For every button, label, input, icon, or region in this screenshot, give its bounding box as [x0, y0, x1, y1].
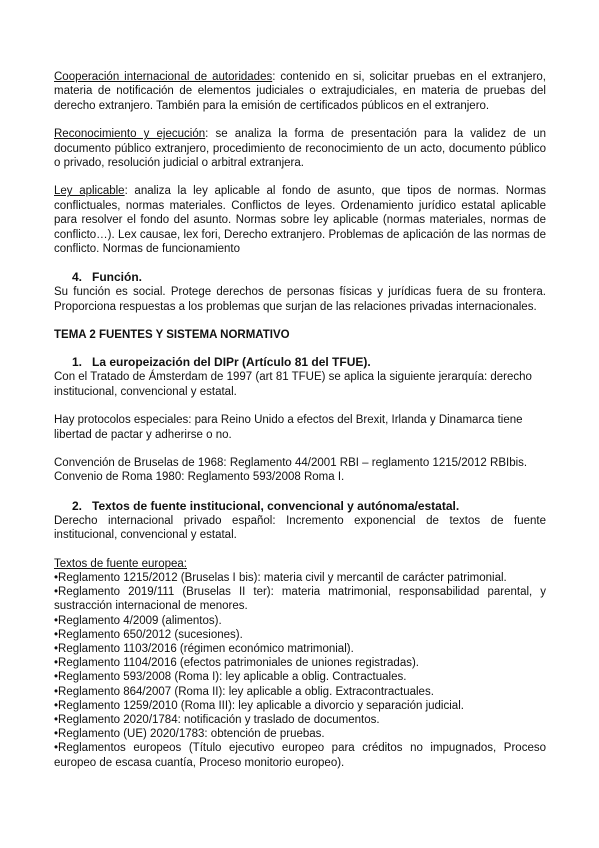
list-item: •Reglamento 1104/2016 (efectos patrimoniales de uniones registradas).	[54, 657, 420, 670]
paragraph-protocolos: Hay protocolos especiales: para Reino Unido a efectos del Brexit, Irlanda y Dinamarca tiene libertad de pactar y adherirse o no.	[54, 414, 523, 441]
list-item: •Reglamento 1103/2016 (régimen económico matrimonial).	[54, 642, 354, 655]
list-item: •Reglamento 4/2009 (alimentos).	[54, 614, 222, 627]
list-item: •Reglamento 2019/111 (Bruselas II ter): materia matrimonial, responsabilidad parental, y sustracción internacional de menores.	[54, 586, 546, 613]
reglamentos-list	[54, 571, 546, 770]
term-cooperacion: Cooperación internacional de autoridades	[54, 71, 273, 83]
paragraph-ley-aplicable	[54, 184, 546, 256]
paragraph-derecho-espanol: Derecho internacional privado español: Incremento exponencial de textos de fuente institucional, convencional y estatal.	[54, 514, 546, 542]
text-reconocimiento: : se analiza la forma de presentación para la validez de un documento público extranjero, procedimiento de reconocimiento de un acto, documento público o privado, resolución judicial o arbitral extranjera.	[54, 128, 546, 170]
heading-europeizacion	[54, 355, 546, 370]
heading-europeizacion-title: La europeización del DIPr (Artículo 81 del TFUE).	[92, 355, 371, 370]
heading-funcion-title: Función.	[92, 270, 142, 285]
term-reconocimiento: Reconocimiento y ejecución	[54, 128, 206, 141]
list-item: •Reglamento 864/2007 (Roma II): ley aplicable a oblig. Extracontractuales.	[54, 685, 434, 698]
list-item: •Reglamento 1215/2012 (Bruselas I bis): materia civil y mercantil de carácter patrimonial.	[54, 571, 507, 584]
list-item: •Reglamento 2020/1784: notificación y traslado de documentos.	[54, 713, 380, 726]
tema-2-title: TEMA 2 FUENTES Y SISTEMA NORMATIVO	[54, 329, 290, 342]
heading-textos-title: Textos de fuente institucional, convencional y autónoma/estatal.	[92, 498, 460, 513]
textos-europea-title: Textos de fuente europea:	[54, 557, 187, 570]
list-item: •Reglamento 593/2008 (Roma I): ley aplicable a oblig. Contractuales.	[54, 671, 407, 684]
text-ley-aplicable: : analiza la ley aplicable al fondo de asunto, que tipos de normas. Normas conflictuales, normas materiales. Conflictos de leyes. Ordenamiento jurídico estatal aplicable para resolver el fondo del asunto. Normas sobre ley aplicable (normas materiales, normas de conflicto…). Lex causae, lex fori, Derecho extranjero. Problemas de aplicación de las normas de conflicto. Normas de funcionamiento	[54, 185, 546, 256]
paragraph-reconocimiento	[54, 127, 546, 170]
list-item: •Reglamento 1259/2010 (Roma III): ley aplicable a divorcio y separación judicial.	[54, 699, 464, 712]
term-ley-aplicable: Ley aplicable	[54, 185, 125, 198]
paragraph-funcion: Su función es social. Protege derechos de personas físicas y jurídicas fuera de su frontera. Proporciona respuestas a los problemas que surjan de las relaciones privadas internacionales.	[54, 286, 546, 313]
heading-textos-number: 2.	[72, 498, 83, 513]
list-item: •Reglamento (UE) 2020/1783: obtención de pruebas.	[54, 728, 325, 741]
list-item: •Reglamento 650/2012 (sucesiones).	[54, 628, 243, 641]
list-item: •Reglamentos europeos (Título ejecutivo europeo para créditos no impugnados, Proceso europeo de escasa cuantía, Proceso monitorio europeo).	[54, 742, 546, 769]
heading-textos-fuente	[54, 499, 546, 514]
heading-funcion	[54, 270, 546, 285]
heading-europeizacion-number: 1.	[72, 355, 83, 370]
heading-funcion-number: 4.	[72, 270, 83, 285]
paragraph-convencion-bruselas: Convención de Bruselas de 1968: Reglamento 44/2001 RBI – reglamento 1215/2012 RBIbis. Convenio de Roma 1980: Reglamento 593/2008 Roma I.	[54, 456, 528, 484]
document-page	[54, 70, 546, 770]
paragraph-tratado-amsterdam: Con el Tratado de Ámsterdam de 1997 (art 81 TFUE) se aplica la siguiente jerarquía: derecho institucional, convencional y estatal.	[54, 371, 532, 398]
text-cooperacion: : contenido en si, solicitar pruebas en el extranjero, materia de notificación de elementos judiciales o extrajudiciales, en materia de pruebas del derecho extranjero. También para la emisión de certificados públicos en el extranjero.	[54, 71, 546, 112]
paragraph-cooperacion	[54, 70, 546, 113]
